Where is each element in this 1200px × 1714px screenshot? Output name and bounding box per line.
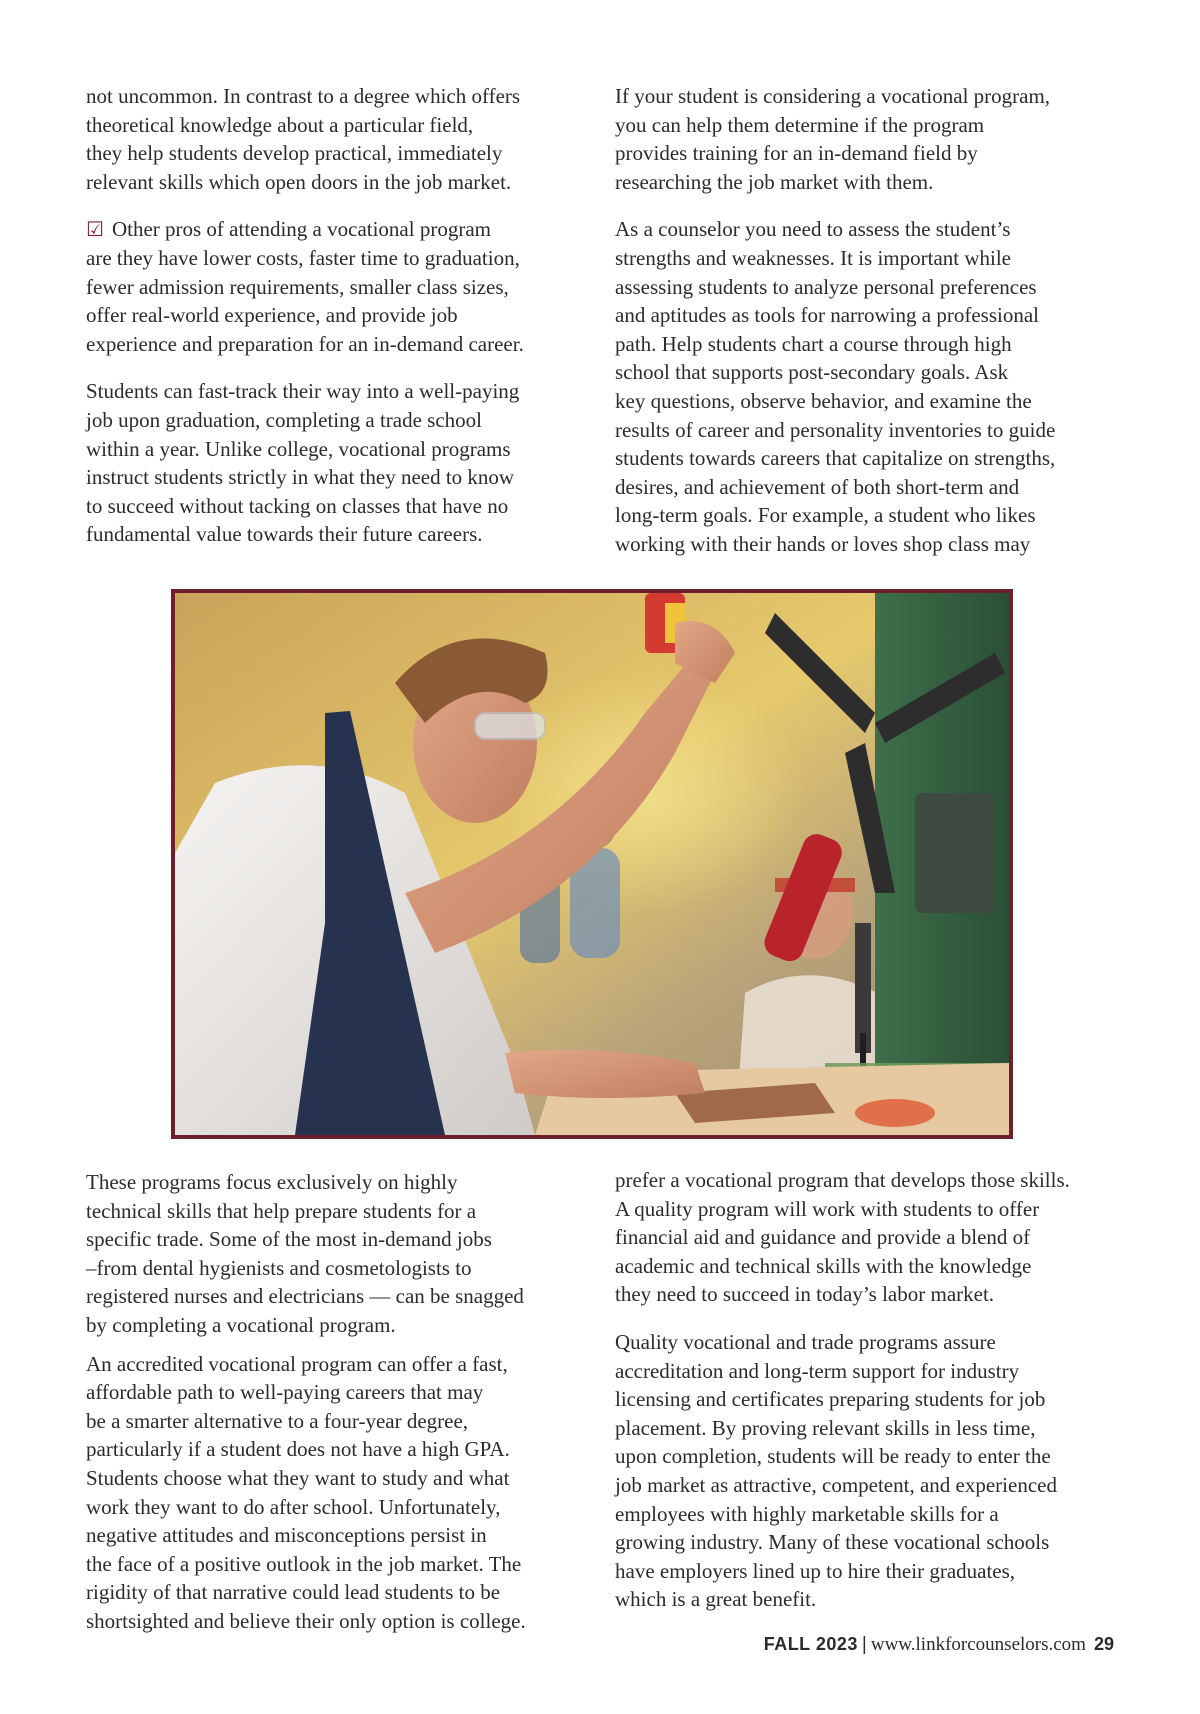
text-line: specific trade. Some of the most in-demand jobs — [86, 1227, 492, 1252]
paragraph — [86, 82, 596, 196]
text-line: Other pros of attending a vocational program — [111, 217, 491, 242]
checkbox-checked-icon: ☑ — [86, 217, 104, 242]
issue-season: FALL 2023 — [763, 1634, 858, 1654]
text-line: they need to succeed in today’s labor market. — [615, 1282, 995, 1307]
text-line: shortsighted and believe their only option is college. — [86, 1608, 526, 1633]
text-line: the face of a positive outlook in the job market. The — [86, 1551, 522, 1576]
text-line: An accredited vocational program can offer a fast, — [86, 1351, 508, 1376]
text-line: school that supports post-secondary goals. Ask — [615, 360, 1009, 385]
paragraph — [615, 1328, 1125, 1614]
text-line: they help students develop practical, immediately — [86, 141, 503, 166]
column-top-left — [86, 82, 596, 549]
text-line: upon completion, students will be ready to enter the — [615, 1444, 1051, 1469]
text-line: If your student is considering a vocational program, — [615, 84, 1051, 108]
text-line: theoretical knowledge about a particular field, — [86, 112, 474, 137]
text-line: affordable path to well-paying careers that may — [86, 1380, 484, 1405]
text-line: long-term goals. For example, a student who likes — [615, 503, 1036, 528]
text-line: are they have lower costs, faster time to graduation, — [86, 245, 520, 270]
text-line: within a year. Unlike college, vocational programs — [86, 436, 511, 461]
page-footer — [764, 1632, 1114, 1657]
text-line: negative attitudes and misconceptions persist in — [86, 1523, 487, 1548]
page-number: 29 — [1093, 1634, 1114, 1654]
text-line: relevant skills which open doors in the job market. — [86, 169, 512, 194]
column-top-right — [615, 82, 1125, 559]
paragraph — [86, 1350, 596, 1636]
text-line: results of career and personality inventories to guide — [615, 417, 1056, 442]
text-line: key questions, observe behavior, and examine the — [615, 388, 1032, 413]
text-line: Quality vocational and trade programs assure — [615, 1329, 996, 1354]
text-line: particularly if a student does not have a high GPA. — [86, 1437, 510, 1462]
column-bottom-right — [615, 1166, 1125, 1614]
paragraph — [615, 82, 1125, 196]
text-line: A quality program will work with students to offer — [615, 1196, 1040, 1221]
text-line: placement. By proving relevant skills in less time, — [615, 1415, 1036, 1440]
workshop-illustration — [175, 593, 1009, 1135]
text-line: provides training for an in-demand field by — [615, 141, 978, 166]
text-line: desires, and achievement of both short-term and — [615, 474, 1020, 499]
column-bottom-left — [86, 1168, 596, 1636]
footer-separator: | — [861, 1634, 867, 1655]
text-line: researching the job market with them. — [615, 169, 934, 194]
paragraph — [86, 1168, 596, 1340]
paragraph-rest — [86, 244, 596, 358]
text-line: you can help them determine if the program — [615, 112, 985, 137]
text-line: These programs focus exclusively on highly — [86, 1170, 458, 1194]
text-line: assessing students to analyze personal preferences — [615, 274, 1037, 299]
text-line: to succeed without tacking on classes that have no — [86, 493, 509, 518]
text-line: be a smarter alternative to a four-year degree, — [86, 1408, 469, 1433]
text-line: technical skills that help prepare students for a — [86, 1198, 477, 1223]
text-line: instruct students strictly in what they need to know — [86, 465, 515, 490]
text-line: not uncommon. In contrast to a degree which offers — [86, 84, 521, 108]
text-line: growing industry. Many of these vocational schools — [615, 1530, 1050, 1555]
paragraph-checklist — [86, 215, 596, 358]
text-line: have employers lined up to hire their graduates, — [615, 1558, 1016, 1583]
text-line: accreditation and long-term support for industry — [615, 1358, 1020, 1383]
text-line: rigidity of that narrative could lead students to be — [86, 1580, 501, 1605]
text-line: registered nurses and electricians — can be snagged — [86, 1284, 524, 1309]
text-line: job market as attractive, competent, and experienced — [615, 1472, 1057, 1497]
text-line: fewer admission requirements, smaller class sizes, — [86, 274, 509, 299]
text-line: path. Help students chart a course through high — [615, 331, 1012, 356]
text-line: strengths and weaknesses. It is important while — [615, 245, 1012, 270]
workshop-photo — [171, 589, 1013, 1139]
paragraph — [615, 215, 1125, 558]
text-line: financial aid and guidance and provide a blend of — [615, 1225, 1031, 1250]
text-line: academic and technical skills with the knowledge — [615, 1253, 1032, 1278]
text-line: working with their hands or loves shop class may — [615, 531, 1031, 556]
text-line: students towards careers that capitalize on strengths, — [615, 446, 1056, 471]
text-line: Students can fast-track their way into a well-paying — [86, 379, 520, 404]
text-line: employees with highly marketable skills for a — [615, 1501, 999, 1526]
text-line: work they want to do after school. Unfortunately, — [86, 1494, 501, 1519]
text-line: fundamental value towards their future careers. — [86, 522, 483, 547]
footer-url[interactable]: www.linkforcounselors.com — [870, 1634, 1086, 1655]
text-line: As a counselor you need to assess the student’s — [615, 217, 1011, 242]
text-line: experience and preparation for an in-demand career. — [86, 331, 524, 356]
text-line: Students choose what they want to study and what — [86, 1465, 510, 1490]
text-line: by completing a vocational program. — [86, 1312, 396, 1337]
text-line: offer real-world experience, and provide job — [86, 303, 458, 328]
text-line: licensing and certificates preparing students for job — [615, 1387, 1046, 1412]
text-line: job upon graduation, completing a trade school — [86, 407, 482, 432]
text-line: which is a great benefit. — [615, 1587, 817, 1612]
checklist-first-line — [86, 215, 596, 244]
paragraph — [615, 1166, 1125, 1309]
paragraph — [86, 377, 596, 549]
text-line: and aptitudes as tools for narrowing a professional — [615, 303, 1039, 328]
text-line: prefer a vocational program that develops those skills. — [615, 1168, 1070, 1192]
text-line: –from dental hygienists and cosmetologists to — [86, 1255, 472, 1280]
